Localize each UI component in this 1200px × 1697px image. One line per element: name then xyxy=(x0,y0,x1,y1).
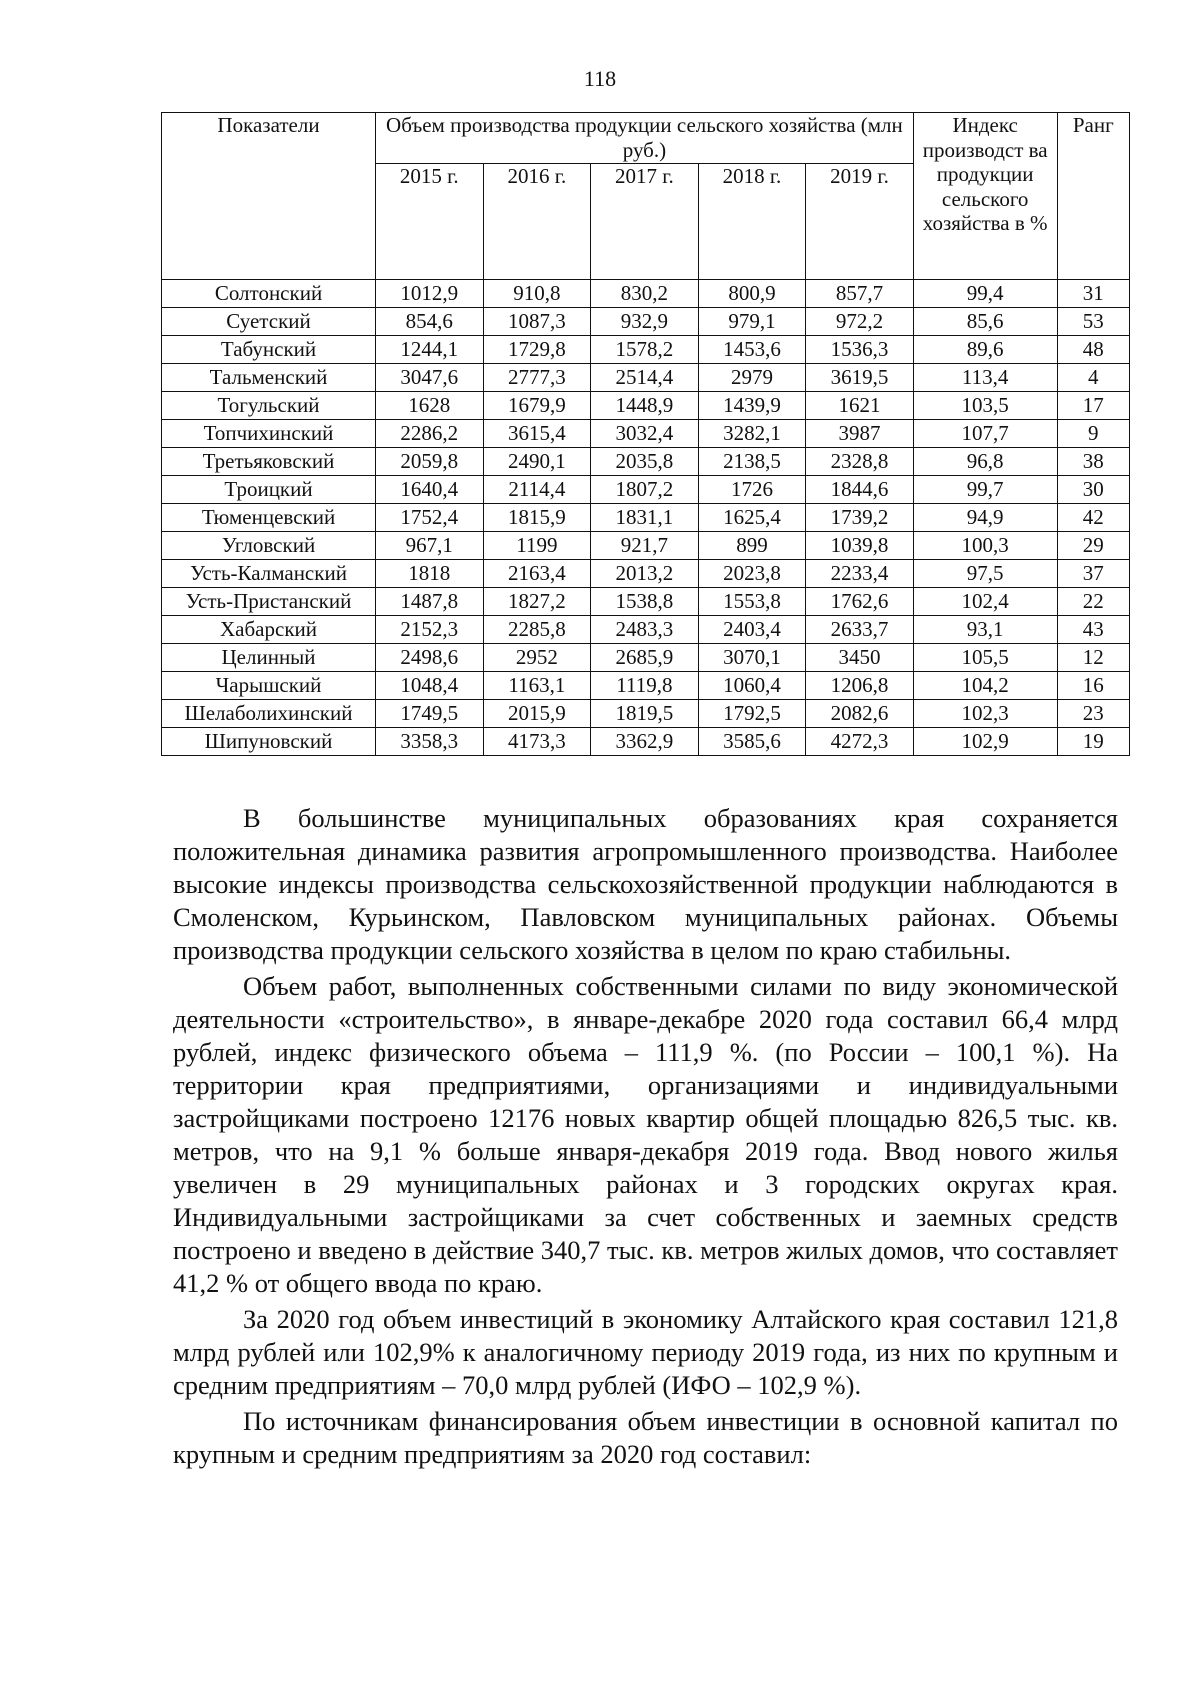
cell-2016: 1679,9 xyxy=(483,392,591,420)
cell-rank: 17 xyxy=(1057,392,1129,420)
cell-district: Угловский xyxy=(162,532,376,560)
cell-2017: 1119,8 xyxy=(591,672,699,700)
cell-index: 99,4 xyxy=(913,280,1057,308)
cell-2018: 800,9 xyxy=(698,280,806,308)
table-row xyxy=(162,448,1130,476)
cell-2018: 2403,4 xyxy=(698,616,806,644)
cell-2019: 1536,3 xyxy=(806,336,914,364)
cell-index: 96,8 xyxy=(913,448,1057,476)
cell-2019: 972,2 xyxy=(806,308,914,336)
cell-2015: 854,6 xyxy=(376,308,484,336)
cell-2018: 2023,8 xyxy=(698,560,806,588)
table-row xyxy=(162,700,1130,728)
cell-2017: 3362,9 xyxy=(591,728,699,756)
table-row xyxy=(162,308,1130,336)
cell-2016: 1827,2 xyxy=(483,588,591,616)
cell-2016: 2285,8 xyxy=(483,616,591,644)
cell-2019: 4272,3 xyxy=(806,728,914,756)
cell-2019: 857,7 xyxy=(806,280,914,308)
cell-district: Табунский xyxy=(162,336,376,364)
cell-2017: 2483,3 xyxy=(591,616,699,644)
cell-district: Троицкий xyxy=(162,476,376,504)
cell-2015: 1749,5 xyxy=(376,700,484,728)
cell-2019: 1039,8 xyxy=(806,532,914,560)
cell-2015: 2152,3 xyxy=(376,616,484,644)
cell-rank: 38 xyxy=(1057,448,1129,476)
cell-2018: 3070,1 xyxy=(698,644,806,672)
header-year-2019: 2019 г. xyxy=(806,164,914,280)
header-year-2016: 2016 г. xyxy=(483,164,591,280)
table-row xyxy=(162,504,1130,532)
cell-2017: 932,9 xyxy=(591,308,699,336)
cell-2019: 2633,7 xyxy=(806,616,914,644)
table-row xyxy=(162,392,1130,420)
cell-2016: 1729,8 xyxy=(483,336,591,364)
cell-2015: 1012,9 xyxy=(376,280,484,308)
cell-2017: 2685,9 xyxy=(591,644,699,672)
cell-district: Шипуновский xyxy=(162,728,376,756)
cell-2017: 830,2 xyxy=(591,280,699,308)
cell-2015: 967,1 xyxy=(376,532,484,560)
cell-2017: 2514,4 xyxy=(591,364,699,392)
table-row xyxy=(162,420,1130,448)
cell-2018: 3585,6 xyxy=(698,728,806,756)
cell-2019: 1739,2 xyxy=(806,504,914,532)
cell-2018: 1553,8 xyxy=(698,588,806,616)
cell-2017: 1807,2 xyxy=(591,476,699,504)
cell-district: Чарышский xyxy=(162,672,376,700)
cell-index: 103,5 xyxy=(913,392,1057,420)
cell-2019: 3619,5 xyxy=(806,364,914,392)
paragraph: В большинстве муниципальных образованиях края сохраняется положительная динамика развития агропромышленного производства. Наиболее высокие индексы производства сельскохозяйственной продукции наблюдаются в Смоленском, Курьинском, Павловском муниципальных районах. Объемы производства продукции сельского хозяйства в целом по краю стабильны. xyxy=(173,803,1118,965)
cell-2019: 1206,8 xyxy=(806,672,914,700)
cell-2016: 2490,1 xyxy=(483,448,591,476)
cell-rank: 31 xyxy=(1057,280,1129,308)
cell-2017: 1831,1 xyxy=(591,504,699,532)
cell-district: Третьяковский xyxy=(162,448,376,476)
cell-2019: 2082,6 xyxy=(806,700,914,728)
cell-2018: 3282,1 xyxy=(698,420,806,448)
cell-2016: 2163,4 xyxy=(483,560,591,588)
header-year-2015: 2015 г. xyxy=(376,164,484,280)
cell-rank: 22 xyxy=(1057,588,1129,616)
page-number: 118 xyxy=(583,66,617,91)
cell-index: 93,1 xyxy=(913,616,1057,644)
cell-index: 102,3 xyxy=(913,700,1057,728)
cell-rank: 9 xyxy=(1057,420,1129,448)
cell-2015: 1244,1 xyxy=(376,336,484,364)
table-row xyxy=(162,364,1130,392)
cell-2015: 3358,3 xyxy=(376,728,484,756)
cell-2015: 2498,6 xyxy=(376,644,484,672)
cell-rank: 37 xyxy=(1057,560,1129,588)
cell-2015: 1640,4 xyxy=(376,476,484,504)
cell-index: 104,2 xyxy=(913,672,1057,700)
cell-rank: 16 xyxy=(1057,672,1129,700)
cell-2016: 910,8 xyxy=(483,280,591,308)
cell-district: Топчихинский xyxy=(162,420,376,448)
cell-2016: 1815,9 xyxy=(483,504,591,532)
cell-2017: 2035,8 xyxy=(591,448,699,476)
cell-2018: 2138,5 xyxy=(698,448,806,476)
cell-district: Тальменский xyxy=(162,364,376,392)
cell-2018: 1439,9 xyxy=(698,392,806,420)
cell-2017: 1538,8 xyxy=(591,588,699,616)
cell-2017: 921,7 xyxy=(591,532,699,560)
cell-2019: 3987 xyxy=(806,420,914,448)
cell-2017: 3032,4 xyxy=(591,420,699,448)
cell-district: Хабарский xyxy=(162,616,376,644)
cell-2018: 899 xyxy=(698,532,806,560)
table-row xyxy=(162,280,1130,308)
header-indicators: Показатели xyxy=(162,113,376,280)
cell-2019: 2233,4 xyxy=(806,560,914,588)
cell-district: Суетский xyxy=(162,308,376,336)
cell-district: Усть-Калманский xyxy=(162,560,376,588)
cell-2016: 1163,1 xyxy=(483,672,591,700)
body-text xyxy=(173,802,1118,1474)
cell-2015: 1048,4 xyxy=(376,672,484,700)
cell-index: 107,7 xyxy=(913,420,1057,448)
cell-district: Шелаболихинский xyxy=(162,700,376,728)
cell-2019: 3450 xyxy=(806,644,914,672)
cell-2016: 2015,9 xyxy=(483,700,591,728)
cell-2018: 1792,5 xyxy=(698,700,806,728)
cell-2019: 1621 xyxy=(806,392,914,420)
header-year-2017: 2017 г. xyxy=(591,164,699,280)
cell-district: Целинный xyxy=(162,644,376,672)
cell-index: 102,9 xyxy=(913,728,1057,756)
cell-rank: 42 xyxy=(1057,504,1129,532)
cell-index: 99,7 xyxy=(913,476,1057,504)
table-body xyxy=(162,280,1130,756)
cell-index: 85,6 xyxy=(913,308,1057,336)
cell-district: Тюменцевский xyxy=(162,504,376,532)
table-row xyxy=(162,728,1130,756)
table-row xyxy=(162,672,1130,700)
cell-2018: 1726 xyxy=(698,476,806,504)
cell-index: 105,5 xyxy=(913,644,1057,672)
cell-2016: 1199 xyxy=(483,532,591,560)
cell-rank: 48 xyxy=(1057,336,1129,364)
table-row xyxy=(162,560,1130,588)
cell-2018: 1060,4 xyxy=(698,672,806,700)
cell-index: 89,6 xyxy=(913,336,1057,364)
table-row xyxy=(162,616,1130,644)
cell-rank: 29 xyxy=(1057,532,1129,560)
cell-2015: 1487,8 xyxy=(376,588,484,616)
cell-index: 113,4 xyxy=(913,364,1057,392)
table-row xyxy=(162,476,1130,504)
cell-2018: 1625,4 xyxy=(698,504,806,532)
cell-2019: 1762,6 xyxy=(806,588,914,616)
cell-index: 94,9 xyxy=(913,504,1057,532)
header-rank: Ранг xyxy=(1057,113,1129,280)
table-row xyxy=(162,644,1130,672)
cell-2015: 1752,4 xyxy=(376,504,484,532)
cell-rank: 12 xyxy=(1057,644,1129,672)
cell-2016: 2777,3 xyxy=(483,364,591,392)
cell-rank: 4 xyxy=(1057,364,1129,392)
cell-index: 100,3 xyxy=(913,532,1057,560)
cell-rank: 53 xyxy=(1057,308,1129,336)
cell-2018: 2979 xyxy=(698,364,806,392)
cell-2016: 1087,3 xyxy=(483,308,591,336)
table-row xyxy=(162,336,1130,364)
cell-rank: 43 xyxy=(1057,616,1129,644)
cell-2015: 2286,2 xyxy=(376,420,484,448)
paragraph: За 2020 год объем инвестиций в экономику Алтайского края составил 121,8 млрд рублей или 102,9% к аналогичному периоду 2019 года, из них по крупным и средним предприятиям – 70,0 млрд рублей (ИФО – 102,9 %). xyxy=(173,1304,1118,1400)
header-volume: Объем производства продукции сельского хозяйства (млн руб.) xyxy=(376,113,914,164)
table-row xyxy=(162,588,1130,616)
cell-index: 102,4 xyxy=(913,588,1057,616)
paragraph: По источникам финансирования объем инвестиции в основной капитал по крупным и средним предприятиям за 2020 год составил: xyxy=(173,1406,1118,1469)
cell-2019: 2328,8 xyxy=(806,448,914,476)
cell-2015: 2059,8 xyxy=(376,448,484,476)
cell-2019: 1844,6 xyxy=(806,476,914,504)
cell-2016: 2952 xyxy=(483,644,591,672)
cell-2018: 1453,6 xyxy=(698,336,806,364)
cell-district: Усть-Пристанский xyxy=(162,588,376,616)
cell-2017: 1819,5 xyxy=(591,700,699,728)
cell-2015: 3047,6 xyxy=(376,364,484,392)
cell-2015: 1628 xyxy=(376,392,484,420)
cell-index: 97,5 xyxy=(913,560,1057,588)
cell-rank: 23 xyxy=(1057,700,1129,728)
cell-2017: 1578,2 xyxy=(591,336,699,364)
table-header-row xyxy=(162,113,1130,164)
cell-district: Солтонский xyxy=(162,280,376,308)
cell-2016: 3615,4 xyxy=(483,420,591,448)
agriculture-table xyxy=(161,112,1130,756)
paragraph: Объем работ, выполненных собственными силами по виду экономической деятельности «строительство», в январе-декабре 2020 года составил 66,4 млрд рублей, индекс физического объема – 111,9 %. (по России – 100,1 %). На территории края предприятиями, организациями и индивидуальными застройщиками построено 12176 новых квартир общей площадью 826,5 тыс. кв. метров, что на 9,1 % больше января-декабря 2019 года. Ввод нового жилья увеличен в 29 муниципальных районах и 3 городских округах края. Индивидуальными застройщиками за счет собственных и заемных средств построено и введено в действие 340,7 тыс. кв. метров жилых домов, что составляет 41,2 % от общего ввода по краю. xyxy=(173,971,1118,1298)
cell-2017: 2013,2 xyxy=(591,560,699,588)
table-row xyxy=(162,532,1130,560)
cell-2018: 979,1 xyxy=(698,308,806,336)
cell-rank: 19 xyxy=(1057,728,1129,756)
header-year-2018: 2018 г. xyxy=(698,164,806,280)
cell-rank: 30 xyxy=(1057,476,1129,504)
cell-2016: 2114,4 xyxy=(483,476,591,504)
cell-2017: 1448,9 xyxy=(591,392,699,420)
cell-2016: 4173,3 xyxy=(483,728,591,756)
header-index: Индекс производст ва продукции сельского хозяйства в % xyxy=(913,113,1057,280)
cell-district: Тогульский xyxy=(162,392,376,420)
cell-2015: 1818 xyxy=(376,560,484,588)
